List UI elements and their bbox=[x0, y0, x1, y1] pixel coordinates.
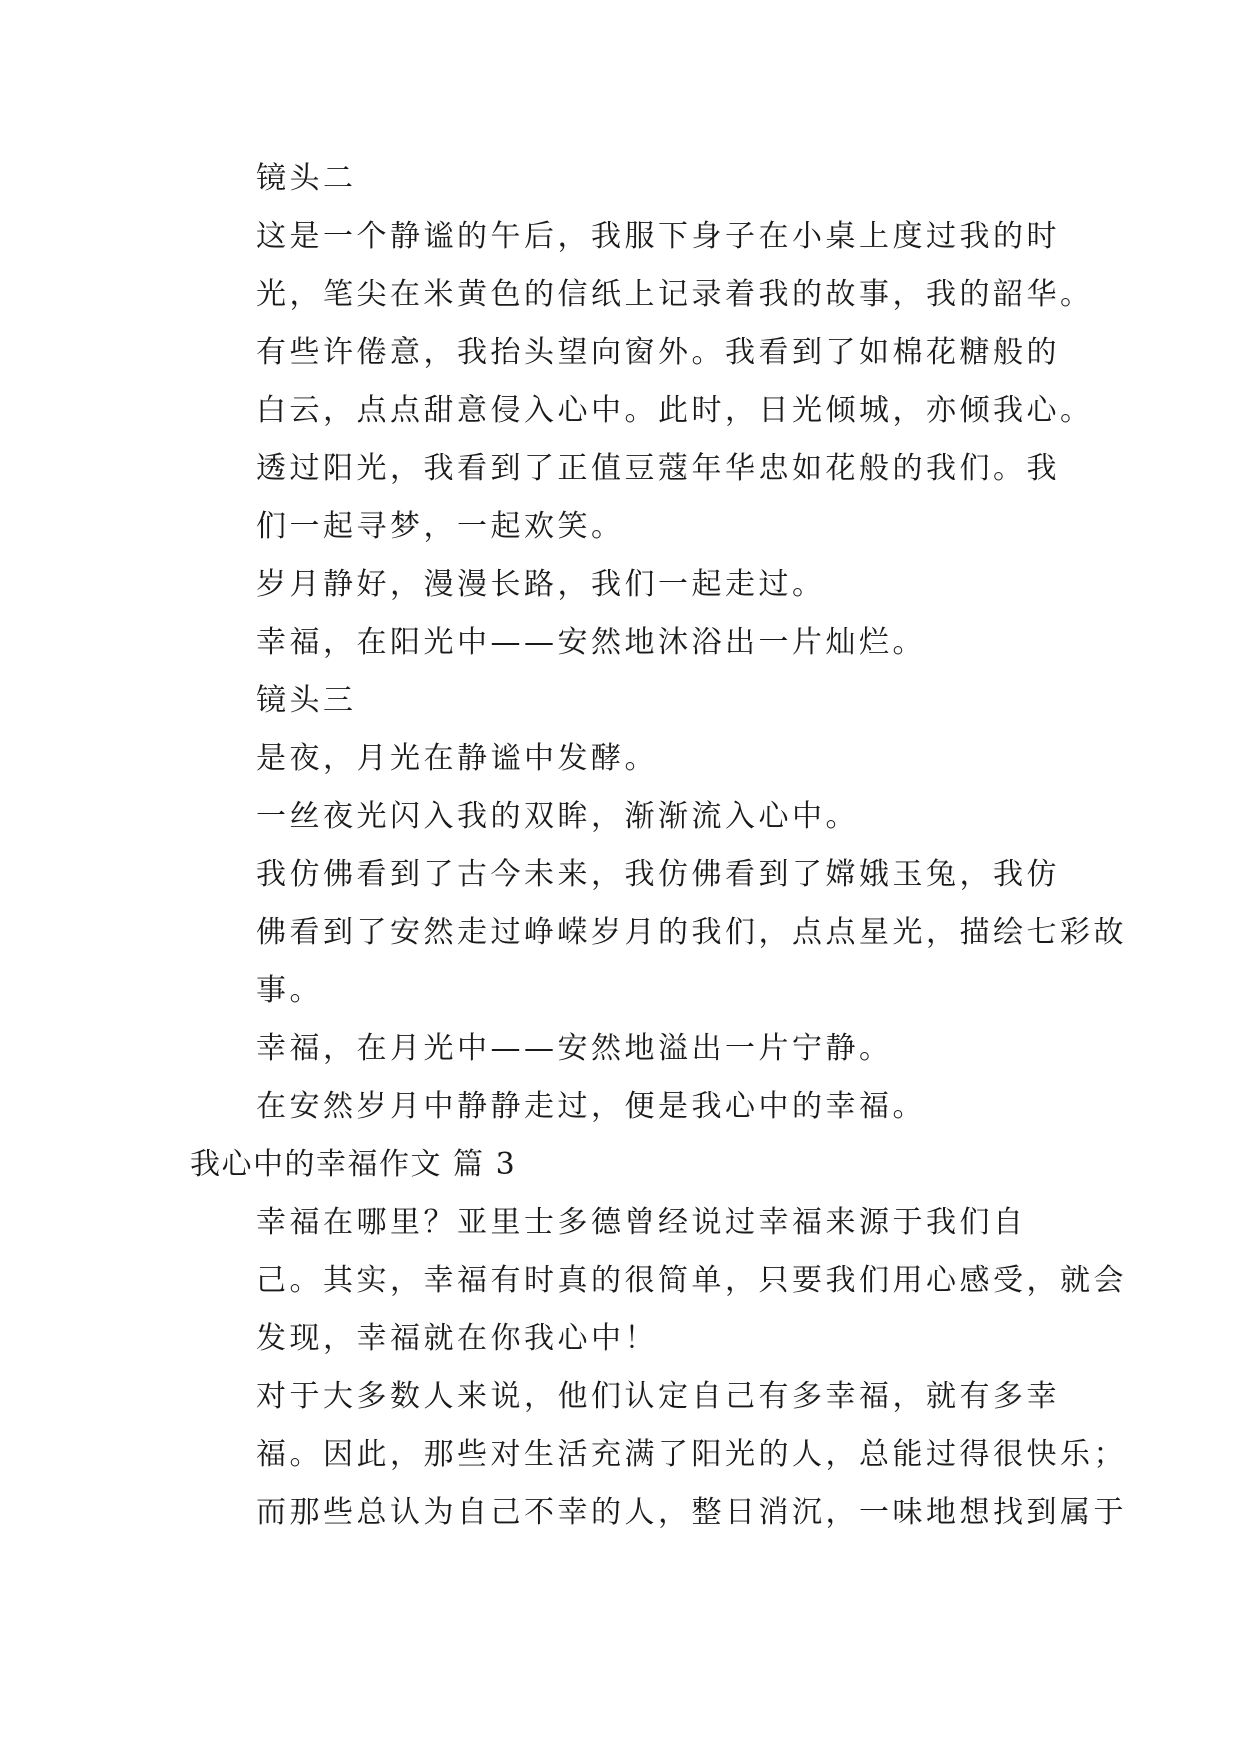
paragraph bbox=[190, 1368, 1127, 1542]
text-line: 镜头二 bbox=[256, 161, 357, 196]
text-line: 是夜，月光在静谧中发酵。 bbox=[256, 741, 658, 776]
paragraph bbox=[190, 614, 1070, 672]
text-line: 事。 bbox=[256, 973, 323, 1008]
text-line: 幸福，在月光中——安然地溢出一片宁静。 bbox=[256, 1031, 893, 1066]
paragraph bbox=[190, 556, 1070, 614]
text-line: 镜头三 bbox=[256, 683, 357, 718]
text-line: 对于大多数人来说，他们认定自己有多幸福，就有多幸 bbox=[256, 1379, 1060, 1414]
text-line: 佛看到了安然走过峥嵘岁月的我们，点点星光，描绘七彩故 bbox=[256, 915, 1127, 950]
text-line: 我仿佛看到了古今未来，我仿佛看到了嫦娥玉兔，我仿 bbox=[256, 857, 1060, 892]
text-line: 而那些总认为自己不幸的人，整日消沉，一味地想找到属于 bbox=[256, 1495, 1127, 1530]
paragraph bbox=[190, 788, 1070, 846]
text-line: 幸福，在阳光中——安然地沐浴出一片灿烂。 bbox=[256, 625, 926, 660]
text-line: 幸福在哪里？亚里士多德曾经说过幸福来源于我们自 bbox=[256, 1205, 1027, 1240]
paragraph bbox=[190, 150, 1070, 208]
text-line: 己。其实，幸福有时真的很简单，只要我们用心感受，就会 bbox=[256, 1263, 1127, 1298]
paragraph bbox=[190, 1194, 1127, 1368]
paragraph bbox=[190, 846, 1127, 1020]
text-line: 我心中的幸福作文 篇 3 bbox=[190, 1147, 517, 1182]
paragraph bbox=[190, 730, 1070, 788]
section-heading bbox=[190, 1136, 1070, 1194]
paragraph bbox=[190, 1020, 1070, 1078]
paragraph bbox=[190, 324, 1094, 440]
paragraph bbox=[190, 208, 1094, 324]
text-line: 这是一个静谧的午后，我服下身子在小桌上度过我的时 bbox=[256, 219, 1060, 254]
text-line: 光，笔尖在米黄色的信纸上记录着我的故事，我的韶华。 bbox=[256, 277, 1094, 312]
paragraph bbox=[190, 1078, 1070, 1136]
text-line: 有些许倦意，我抬头望向窗外。我看到了如棉花糖般的 bbox=[256, 335, 1060, 370]
text-line: 发现，幸福就在你我心中！ bbox=[256, 1321, 658, 1356]
text-line: 在安然岁月中静静走过，便是我心中的幸福。 bbox=[256, 1089, 926, 1124]
text-line: 岁月静好，漫漫长路，我们一起走过。 bbox=[256, 567, 826, 602]
text-line: 们一起寻梦，一起欢笑。 bbox=[256, 509, 625, 544]
paragraph bbox=[190, 672, 1070, 730]
paragraph bbox=[190, 440, 1070, 556]
text-line: 透过阳光，我看到了正值豆蔻年华忠如花般的我们。我 bbox=[256, 451, 1060, 486]
text-line: 一丝夜光闪入我的双眸，渐渐流入心中。 bbox=[256, 799, 859, 834]
text-line: 福。因此，那些对生活充满了阳光的人，总能过得很快乐； bbox=[256, 1437, 1127, 1472]
document-body bbox=[190, 150, 1127, 1542]
text-line: 白云，点点甜意侵入心中。此时，日光倾城，亦倾我心。 bbox=[256, 393, 1094, 428]
